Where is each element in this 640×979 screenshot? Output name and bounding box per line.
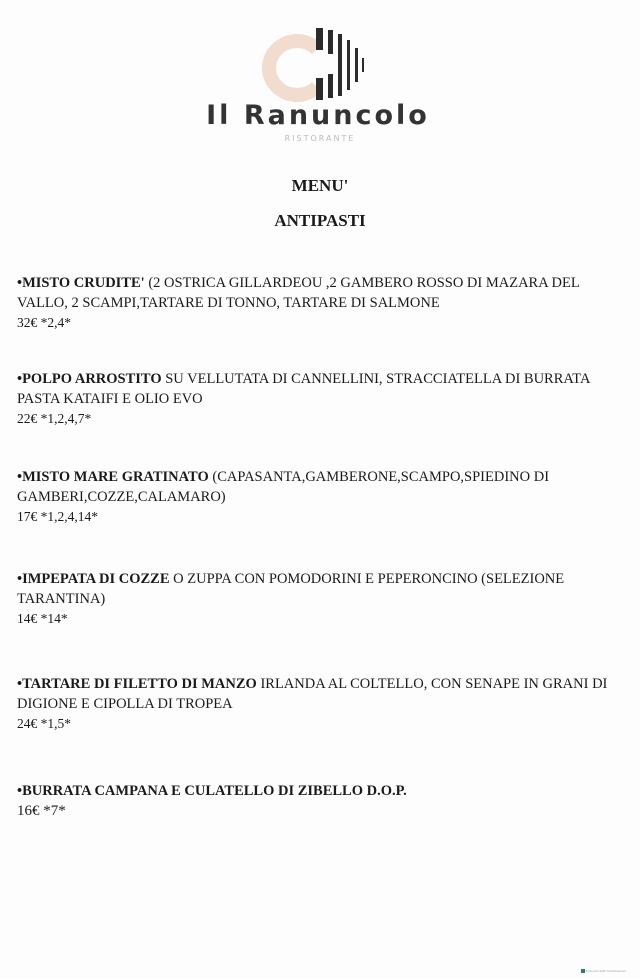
- item-price: 14€ *14*: [17, 611, 68, 626]
- item-name: •POLPO ARROSTITO: [17, 371, 162, 387]
- scanner-watermark: Scanned with CamScanner: [581, 969, 626, 973]
- logo-name: Il Ranuncolo: [206, 100, 430, 131]
- section-title: ANTIPASTI: [274, 211, 366, 230]
- item-description: (2 OSTRICA GILLARDEOU ,2 GAMBERO ROSSO DI MAZARA DEL VALLO, 2 SCAMPI,TARTARE DI TONNO, TARTARE DI SALMONE: [17, 275, 580, 311]
- item-name: •MISTO CRUDITE': [17, 275, 145, 291]
- menu-title: MENU': [291, 176, 349, 195]
- item-description: SU VELLUTATA DI CANNELLINI, STRACCIATELLA DI BURRATA PASTA KATAIFI E OLIO EVO: [17, 371, 590, 407]
- item-name: •IMPEPATA DI COZZE: [17, 571, 170, 587]
- logo-subtitle: RISTORANTE: [284, 134, 356, 143]
- camscanner-icon: [581, 969, 585, 973]
- logo-mark-icon: [262, 28, 382, 104]
- item-description: O ZUPPA CON POMODORINI E PEPERONCINO (SELEZIONE TARANTINA): [17, 571, 565, 607]
- item-description: IRLANDA AL COLTELLO, CON SENAPE IN GRANI DI DIGIONE E CIPOLLA DI TROPEA: [17, 676, 608, 712]
- menu-item: [17, 674, 629, 734]
- item-description: (CAPASANTA,GAMBERONE,SCAMPO,SPIEDINO DI GAMBERI,COZZE,CALAMARO): [17, 469, 550, 505]
- item-price: 32€ *2,4*: [17, 315, 71, 330]
- item-price: 16€ *7*: [17, 803, 66, 819]
- item-name: •BURRATA CAMPANA E CULATELLO DI ZIBELLO D.O.P.: [17, 783, 407, 799]
- restaurant-logo: [0, 22, 640, 143]
- menu-item: [17, 369, 629, 429]
- item-price: 22€ *1,2,4,7*: [17, 411, 92, 426]
- menu-item: [17, 467, 629, 527]
- item-price: 24€ *1,5*: [17, 716, 71, 731]
- item-name: •MISTO MARE GRATINATO: [17, 469, 209, 485]
- item-name: •TARTARE DI FILETTO DI MANZO: [17, 676, 257, 692]
- menu-item: [17, 569, 629, 629]
- menu-item: [17, 781, 629, 821]
- menu-item: [17, 273, 629, 333]
- item-price: 17€ *1,2,4,14*: [17, 509, 98, 524]
